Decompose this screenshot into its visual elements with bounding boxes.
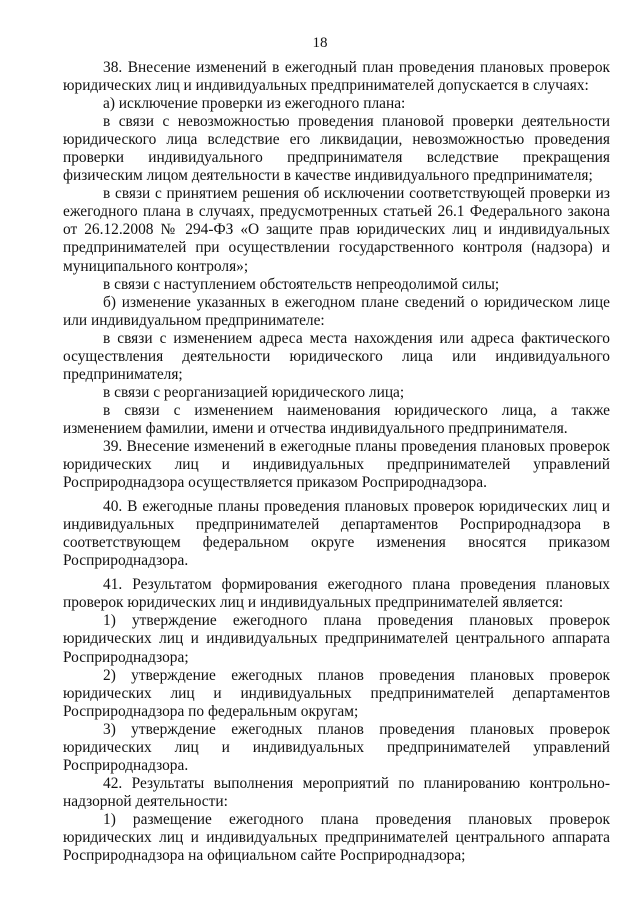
paragraph-38b-item-3: в связи с изменением наименования юридического лица, а также изменением фамилии, имени и отчества индивидуального предпринимателя.	[63, 401, 610, 437]
paragraph-41-item-2: 2) утверждение ежегодных планов проведения плановых проверок юридических лиц и индивидуальных предпринимателей департаментов Росприроднадзора по федеральным округам;	[63, 666, 610, 720]
document-body	[63, 59, 610, 865]
paragraph-38: 38. Внесение изменений в ежегодный план проведения плановых проверок юридических лиц и индивидуальных предпринимателей допускается в случаях:	[63, 59, 610, 95]
paragraph-38a: а) исключение проверки из ежегодного плана:	[103, 95, 406, 113]
paragraph-38a-item-3: в связи с наступлением обстоятельств непреодолимой силы;	[103, 275, 500, 293]
page-number: 18	[312, 35, 328, 51]
paragraph-39: 39. Внесение изменений в ежегодные планы проведения плановых проверок юридических лиц и индивидуальных предпринимателей управлений Росприроднадзора осуществляется приказом Росприроднадзора.	[63, 437, 610, 492]
paragraph-41: 41. Результатом формирования ежегодного плана проведения плановых проверок юридических лиц и индивидуальных предпринимателей является:	[63, 576, 610, 612]
paragraph-38b-item-2: в связи с реорганизацией юридического лица;	[103, 383, 405, 401]
paragraph-42-item-1: 1) размещение ежегодного плана проведения плановых проверок юридических лиц и индивидуальных предпринимателей центрального аппарата Росприроднадзора на официальном сайте Росприроднадзора;	[63, 810, 610, 865]
paragraph-41-item-1: 1) утверждение ежегодного плана проведения плановых проверок юридических лиц и индивидуальных предпринимателей центрального аппарата Росприроднадзора;	[63, 612, 610, 666]
paragraph-38b-item-1: в связи с изменением адреса места нахождения или адреса фактического осуществления деятельности юридического лица или индивидуального предпринимателя;	[63, 329, 610, 383]
paragraph-42: 42. Результаты выполнения мероприятий по планированию контрольно-надзорной деятельности:	[63, 774, 610, 810]
paragraph-40: 40. В ежегодные планы проведения плановых проверок юридических лиц и индивидуальных предпринимателей департаментов Росприроднадзора в соответствующем федеральном округе изменения вносятся приказом Росприроднадзора.	[63, 498, 610, 570]
paragraph-38b: б) изменение указанных в ежегодном плане сведений о юридическом лице или индивидуальном предпринимателе:	[63, 293, 610, 329]
paragraph-38a-item-1: в связи с невозможностью проведения плановой проверки деятельности юридического лица вследствие его ликвидации, невозможностью проведения проверки индивидуального предпринимателя вследствие прекращения физическим лицом деятельности в качестве индивидуального предпринимателя;	[63, 113, 610, 185]
paragraph-41-item-3: 3) утверждение ежегодных планов проведения плановых проверок юридических лиц и индивидуальных предпринимателей управлений Росприроднадзора.	[63, 720, 610, 774]
paragraph-38a-item-2: в связи с принятием решения об исключении соответствующей проверки из ежегодного плана в случаях, предусмотренных статьей 26.1 Федерального закона от 26.12.2008 № 294-ФЗ «О защите прав юридических лиц и индивидуальных предпринимателей при осуществлении государственного контроля (надзора) и муниципального контроля»;	[63, 185, 610, 275]
